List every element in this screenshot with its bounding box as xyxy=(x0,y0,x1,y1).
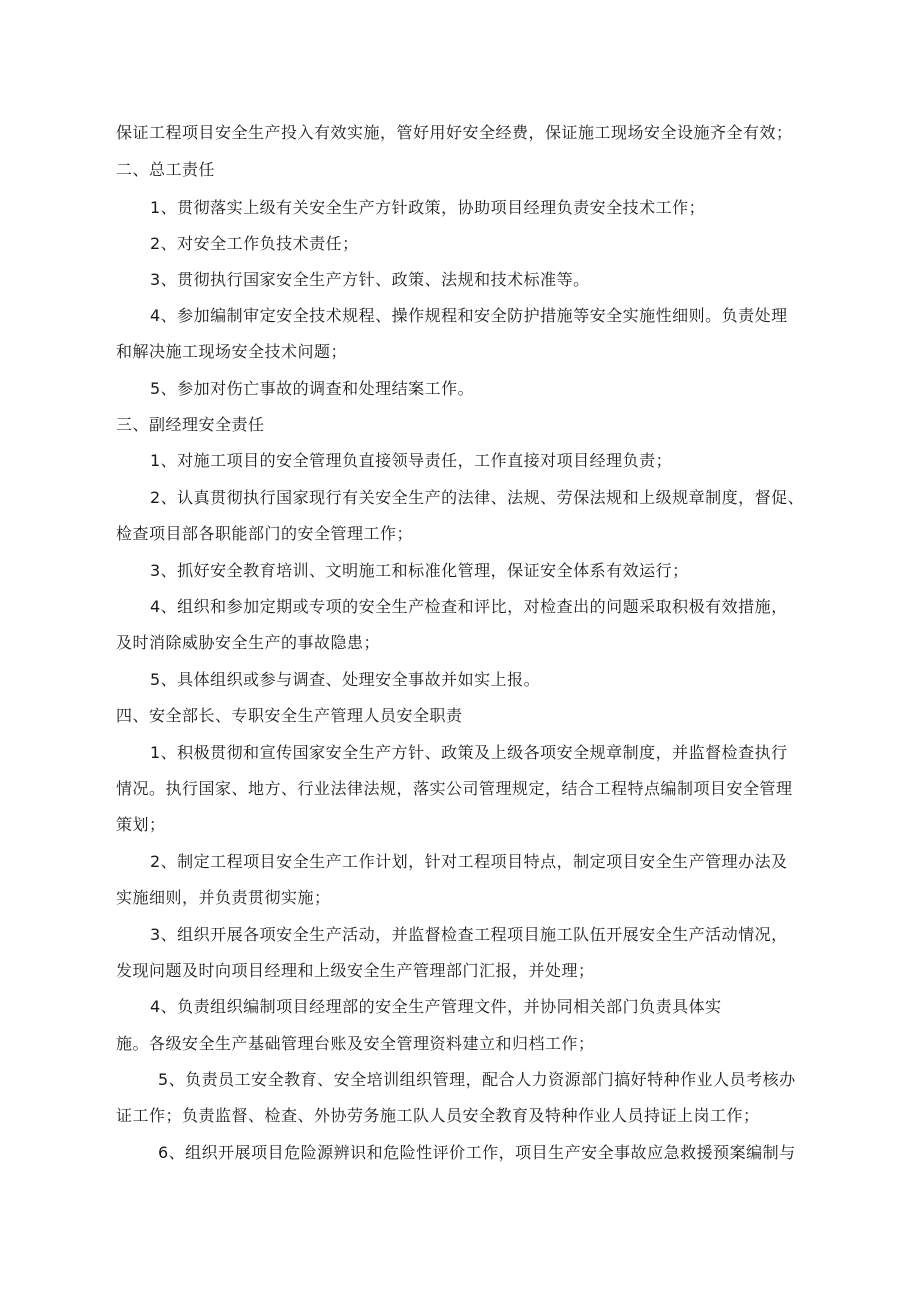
text-line: 5、具体组织或参与调查、处理安全事故并如实上报。 xyxy=(150,670,541,689)
text-line: 2、对安全工作负技术责任； xyxy=(150,234,359,253)
text-line: 4、负责组织编制项目经理部的安全生产管理文件，并协同相关部门负责具体实 xyxy=(150,997,722,1016)
text-line: 1、对施工项目的安全管理负直接领导责任，工作直接对项目经理负责； xyxy=(150,451,673,470)
text-line: 情况。执行国家、地方、行业法律法规，落实公司管理规定，结合工程特点编制项目安全管理 xyxy=(116,779,793,798)
text-line: 6、组织开展项目危险源辨识和危险性评价工作，项目生产安全事故应急救援预案编制与 xyxy=(158,1143,796,1162)
text-line: 4、参加编制审定安全技术规程、操作规程和安全防护措施等安全实施性细则。负责处理 xyxy=(150,306,788,325)
text-line: 1、积极贯彻和宣传国家安全生产方针、政策及上级各项安全规章制度，并监督检查执行 xyxy=(150,743,788,762)
text-line: 2、制定工程项目安全生产工作计划，针对工程项目特点，制定项目安全生产管理办法及 xyxy=(150,852,788,871)
text-line: 实施细则，并负责贯彻实施； xyxy=(116,888,331,907)
text-line: 2、认真贯彻执行国家现行有关安全生产的法律、法规、劳保法规和上级规章制度，督促、 xyxy=(150,488,805,507)
text-line: 5、参加对伤亡事故的调查和处理结案工作。 xyxy=(150,379,475,398)
text-line: 和解决施工现场安全技术问题； xyxy=(116,342,348,361)
section-heading: 三、副经理安全责任 xyxy=(116,415,265,434)
text-line: 3、组织开展各项安全生产活动，并监督检查工程项目施工队伍开展安全生产活动情况， xyxy=(150,925,788,944)
text-line: 4、组织和参加定期或专项的安全生产检查和评比，对检查出的问题采取积极有效措施， xyxy=(150,597,788,616)
text-line: 证工作；负责监督、检查、外协劳务施工队人员安全教育及特种作业人员持证上岗工作； xyxy=(116,1106,760,1125)
text-line: 5、负责员工安全教育、安全培训组织管理，配合人力资源部门搞好特种作业人员考核办 xyxy=(158,1070,796,1089)
text-line: 3、抓好安全教育培训、文明施工和标准化管理，保证安全体系有效运行； xyxy=(150,561,689,580)
text-line: 保证工程项目安全生产投入有效实施，管好用好安全经费，保证施工现场安全设施齐全有效； xyxy=(116,123,793,142)
text-line: 策划； xyxy=(116,815,166,834)
text-line: 检查项目部各职能部门的安全管理工作； xyxy=(116,524,414,543)
text-line: 施。各级安全生产基础管理台账及安全管理资料建立和归档工作； xyxy=(116,1034,595,1053)
text-line: 1、贯彻落实上级有关安全生产方针政策，协助项目经理负责安全技术工作； xyxy=(150,198,706,217)
section-heading: 四、安全部长、专职安全生产管理人员安全职责 xyxy=(116,706,463,725)
text-line: 及时消除威胁安全生产的事故隐患； xyxy=(116,633,381,652)
text-line: 发现问题及时向项目经理和上级安全生产管理部门汇报，并处理； xyxy=(116,961,595,980)
text-line: 3、贯彻执行国家安全生产方针、政策、法规和技术标准等。 xyxy=(150,270,590,289)
section-heading: 二、总工责任 xyxy=(116,160,216,179)
